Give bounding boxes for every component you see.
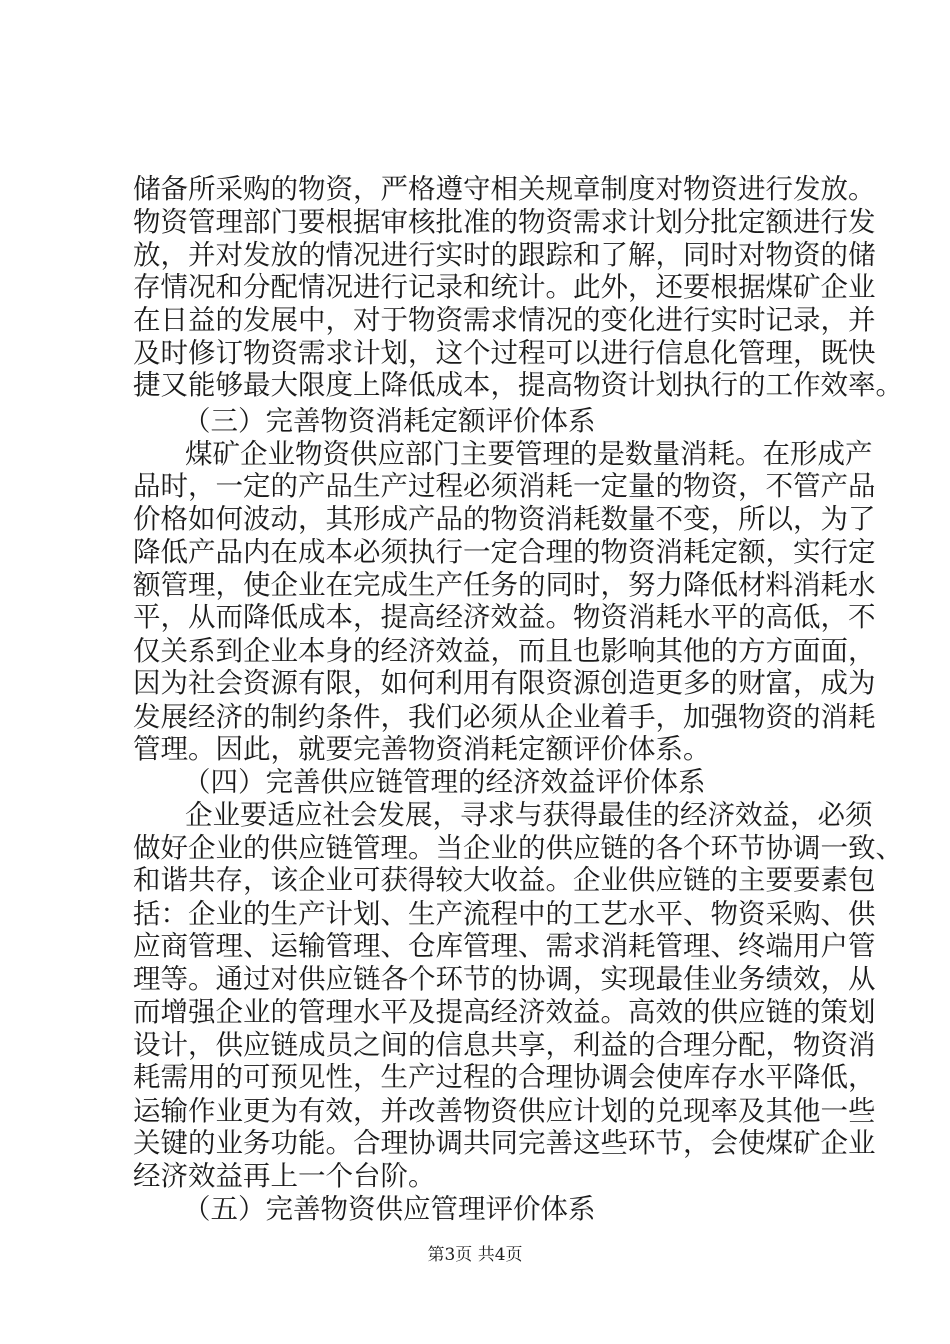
paragraph-line: 和谐共存，该企业可获得较大收益。企业供应链的主要要素包: [133, 864, 876, 896]
paragraph-line: 运输作业更为有效，并改善物资供应计划的兑现率及其他一些: [133, 1095, 876, 1127]
section-heading-3: （三）完善物资消耗定额评价体系: [183, 405, 596, 437]
paragraph-line: 应商管理、运输管理、仓库管理、需求消耗管理、终端用户管: [133, 930, 876, 962]
paragraph-line: 理等。通过对供应链各个环节的协调，实现最佳业务绩效，从: [133, 963, 876, 995]
paragraph-line: 管理。因此，就要完善物资消耗定额评价体系。: [133, 733, 711, 765]
paragraph-line: 设计，供应链成员之间的信息共享，利益的合理分配，物资消: [133, 1029, 876, 1061]
paragraph-line: 关键的业务功能。合理协调共同完善这些环节，会使煤矿企业: [133, 1127, 876, 1159]
paragraph-line: 发展经济的制约条件，我们必须从企业着手，加强物资的消耗: [133, 701, 876, 733]
paragraph-line: 储备所采购的物资，严格遵守相关规章制度对物资进行发放。: [133, 173, 876, 205]
paragraph-line: 平，从而降低成本，提高经济效益。物资消耗水平的高低，不: [133, 601, 876, 633]
paragraph-line: 括：企业的生产计划、生产流程中的工艺水平、物资采购、供: [133, 898, 876, 930]
paragraph-line: 做好企业的供应链管理。当企业的供应链的各个环节协调一致、: [133, 832, 903, 864]
paragraph-line: 及时修订物资需求计划，这个过程可以进行信息化管理，既快: [133, 337, 876, 369]
paragraph-line: 在日益的发展中，对于物资需求情况的变化进行实时记录，并: [133, 304, 876, 336]
paragraph-line: 企业要适应社会发展，寻求与获得最佳的经济效益，必须: [185, 799, 873, 831]
paragraph-line: 因为社会资源有限，如何利用有限资源创造更多的财富，成为: [133, 667, 876, 699]
paragraph-line: 捷又能够最大限度上降低成本，提高物资计划执行的工作效率。: [133, 369, 903, 401]
paragraph-line: 物资管理部门要根据审核批准的物资需求计划分批定额进行发: [133, 206, 876, 238]
paragraph-line: 存情况和分配情况进行记录和统计。此外，还要根据煤矿企业: [133, 271, 876, 303]
paragraph-line: 仅关系到企业本身的经济效益，而且也影响其他的方方面面，: [133, 635, 876, 667]
section-heading-4: （四）完善供应链管理的经济效益评价体系: [183, 766, 706, 798]
paragraph-line: 放，并对发放的情况进行实时的跟踪和了解，同时对物资的储: [133, 239, 876, 271]
paragraph-line: 耗需用的可预见性，生产过程的合理协调会使库存水平降低，: [133, 1061, 876, 1093]
paragraph-line: 品时，一定的产品生产过程必须消耗一定量的物资，不管产品: [133, 470, 876, 502]
paragraph-line: 而增强企业的管理水平及提高经济效益。高效的供应链的策划: [133, 996, 876, 1028]
paragraph-line: 价格如何波动，其形成产品的物资消耗数量不变，所以，为了: [133, 503, 876, 535]
paragraph-line: 额管理，使企业在完成生产任务的同时，努力降低材料消耗水: [133, 569, 876, 601]
section-heading-5: （五）完善物资供应管理评价体系: [183, 1193, 596, 1225]
paragraph-line: 降低产品内在成本必须执行一定合理的物资消耗定额，实行定: [133, 536, 876, 568]
paragraph-line: 经济效益再上一个台阶。: [133, 1160, 436, 1192]
page-footer: 第3页 共4页: [427, 1245, 523, 1265]
paragraph-line: 煤矿企业物资供应部门主要管理的是数量消耗。在形成产: [185, 438, 873, 470]
